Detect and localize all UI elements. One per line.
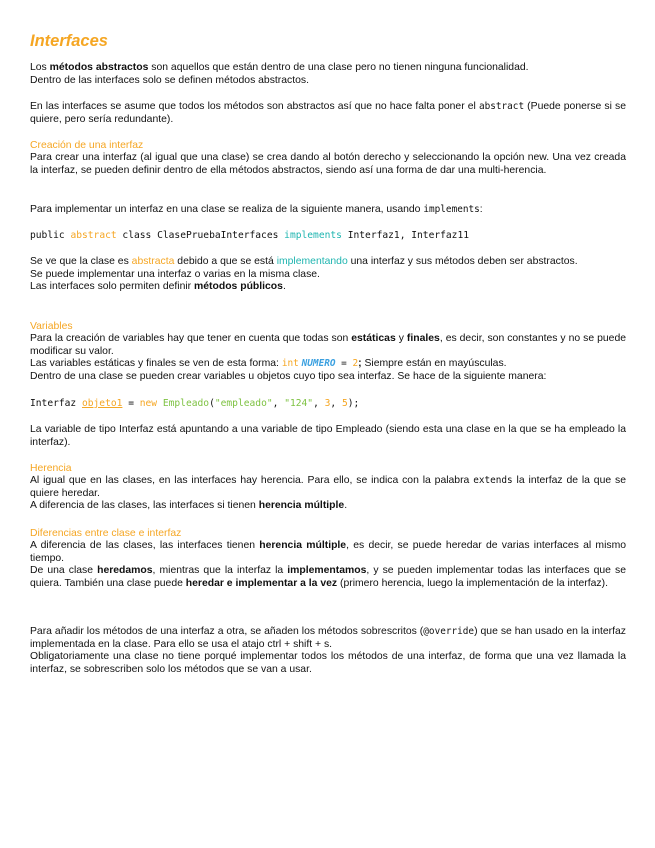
- code-token-string: "124": [284, 398, 314, 409]
- diferencias-bold: herencia múltiple: [259, 540, 347, 551]
- highlight-abstracta: abstracta: [131, 256, 175, 267]
- herencia-multiple-bold: herencia múltiple: [258, 500, 345, 512]
- heading-variables: Variables: [30, 321, 73, 332]
- code-token: ,: [330, 398, 342, 409]
- constant-example-line: [30, 358, 626, 371]
- code-token: (: [209, 398, 215, 409]
- heredar-implementar-line: [30, 565, 626, 590]
- intro-second-line: Dentro de las interfaces solo se definen métodos abstractos.: [30, 74, 309, 86]
- override-post: ) que se han usado en la interfaz implementada en la clase. Para ello se usa el atajo ctrl + shift + s.: [30, 626, 626, 650]
- herencia-multiple-pre: A diferencia de las clases, las interfaces si tienen: [30, 500, 259, 512]
- code-token: Interfaz: [30, 398, 82, 409]
- implements-keyword: implements: [423, 204, 480, 215]
- diferencias-post: , es decir, se puede heredar de varias interfaces al mismo tiempo.: [30, 540, 627, 564]
- code-token-number: 5: [341, 398, 348, 409]
- intro-paragraph: [30, 62, 626, 87]
- implements-post: :: [479, 204, 483, 215]
- intro-bold-term: métodos abstractos: [49, 62, 149, 73]
- code-token: ,: [272, 398, 285, 409]
- explanation-post: una interfaz y sus métodos deben ser abstractos.: [347, 256, 578, 267]
- herencia-pre: Al igual que en las clases, en las interfaces hay herencia. Para ello, se indica con la palabra: [30, 475, 474, 486]
- herencia-paragraph: [30, 475, 626, 513]
- code-token: Interfaz1, Interfaz11: [341, 230, 470, 241]
- implements-paragraph: [30, 204, 626, 217]
- obligatorio-line: Obligatoriamente una clase no tiene porqué implementar todos los métodos de una interfaz, de forma que una vez llamada la interfaz, se sobrescriben solo los métodos que se van a usar.: [30, 651, 626, 675]
- diferencias-paragraph: [30, 540, 626, 590]
- code-token-number: 3: [324, 398, 331, 409]
- code-token-int: int: [281, 358, 299, 370]
- code-class-declaration: [30, 230, 626, 243]
- abstract-note-pre: En las interfaces se asume que todos los métodos son abstractos así que no hace falta poner el: [30, 101, 479, 112]
- variables-post: , es decir, son constantes y no se puede modificar su valor.: [30, 333, 627, 357]
- highlight-implementando: implementando: [276, 256, 348, 267]
- bold-heredar-implementar: heredar e implementar a la vez: [185, 577, 338, 589]
- code-token: public: [30, 230, 71, 241]
- heading-herencia: Herencia: [30, 463, 72, 474]
- public-methods-bold: métodos públicos: [194, 281, 283, 293]
- page-title: Interfaces: [30, 32, 108, 50]
- code-token-numero: NUMERO: [301, 358, 336, 370]
- code-token-equals: =: [335, 358, 353, 370]
- variables-pre: Para la creación de variables hay que tener en cuenta que todas son: [30, 333, 352, 344]
- interface-variable-line: Dentro de una clase se pueden crear variables u objetos cuyo tipo sea interfaz. Se hace de la siguiente manera:: [30, 370, 547, 382]
- override-annotation: @override: [423, 626, 475, 637]
- intro-text-post: son aquellos que están dentro de una clase pero no tienen ninguna funcionalidad.: [148, 62, 529, 73]
- diferencias-pre: A diferencia de las clases, las interfaces tienen: [30, 540, 260, 551]
- code-token: ,: [313, 398, 325, 409]
- herencia-post: la interfaz de la que se quiere heredar.: [30, 475, 626, 499]
- variables-mid: y: [395, 333, 407, 344]
- code-token-abstract: abstract: [70, 230, 117, 241]
- intro-text-pre: Los: [30, 62, 50, 73]
- heading-creacion: Creación de una interfaz: [30, 140, 144, 151]
- code-token: );: [347, 398, 360, 409]
- implements-pre: Para implementar un interfaz en una clase se realiza de la siguiente manera, usando: [30, 204, 424, 215]
- interface-variable-explanation: La variable de tipo Interfaz está apuntando a una variable de tipo Empleado (siendo esta una clase en la que se ha empleado la interfaz).: [30, 424, 626, 448]
- constant-example-post: Siempre están en mayúsculas.: [361, 358, 507, 370]
- public-methods-post: .: [282, 281, 286, 293]
- herencia-multiple-post: .: [344, 500, 348, 512]
- abstract-class-explanation: [30, 256, 626, 294]
- code-token-string: "empleado": [214, 398, 273, 409]
- code-token-empleado: Empleado: [162, 398, 210, 409]
- code-token-semicolon: ;: [358, 358, 362, 370]
- creacion-paragraph: Para crear una interfaz (al igual que una clase) se crea dando al botón derecho y seleccionando la opción new. Una vez creada la interfaz, se pueden definir dentro de ella métodos abstractos, siendo así una forma de dar una multi-herencia.: [30, 152, 626, 176]
- bold-implementamos: implementamos: [287, 565, 367, 577]
- code-interface-instance: [30, 398, 626, 411]
- code-token-number: 2: [352, 358, 359, 370]
- bold-estaticas: estáticas: [351, 333, 396, 344]
- override-paragraph: [30, 626, 626, 676]
- multiple-interfaces-line: Se puede implementar una interfaz o varias en la misma clase.: [30, 268, 320, 280]
- abstract-keyword: abstract: [478, 101, 525, 112]
- bold-finales: finales: [406, 333, 440, 344]
- code-token: =: [122, 398, 140, 409]
- heredar-pre: De una clase: [30, 565, 98, 577]
- code-token-implements: implements: [284, 230, 342, 241]
- extends-keyword: extends: [473, 475, 513, 486]
- code-token: class ClasePruebaInterfaces: [116, 230, 285, 241]
- heredar-mid: , mientras que la interfaz la: [152, 565, 288, 577]
- abstract-note-paragraph: [30, 101, 626, 126]
- override-pre: Para añadir los métodos de una interfaz a otra, se añaden los métodos sobrescritos (: [30, 626, 424, 637]
- code-token-objeto1: objeto1: [81, 398, 123, 409]
- herencia-multiple-line: [30, 500, 626, 513]
- abstract-note-post: (Puede ponerse si se quiere, pero sería redundante).: [30, 101, 626, 125]
- heredar-mid2: , y se pueden implementar todas las interfaces que se quiera. También una clase puede: [30, 565, 626, 589]
- bold-heredamos: heredamos: [97, 565, 153, 577]
- public-methods-line: [30, 281, 626, 294]
- code-token-new: new: [139, 398, 158, 409]
- explanation-pre: Se ve que la clase es: [30, 256, 132, 267]
- constant-example-pre: Las variables estáticas y finales se ven de esta forma:: [30, 358, 282, 370]
- variables-paragraph: [30, 333, 626, 383]
- heredar-post: (primero herencia, luego la implementación de la interfaz).: [337, 577, 608, 589]
- explanation-mid: debido a que se está: [174, 256, 277, 267]
- public-methods-pre: Las interfaces solo permiten definir: [30, 281, 195, 293]
- heading-diferencias: Diferencias entre clase e interfaz: [30, 528, 182, 539]
